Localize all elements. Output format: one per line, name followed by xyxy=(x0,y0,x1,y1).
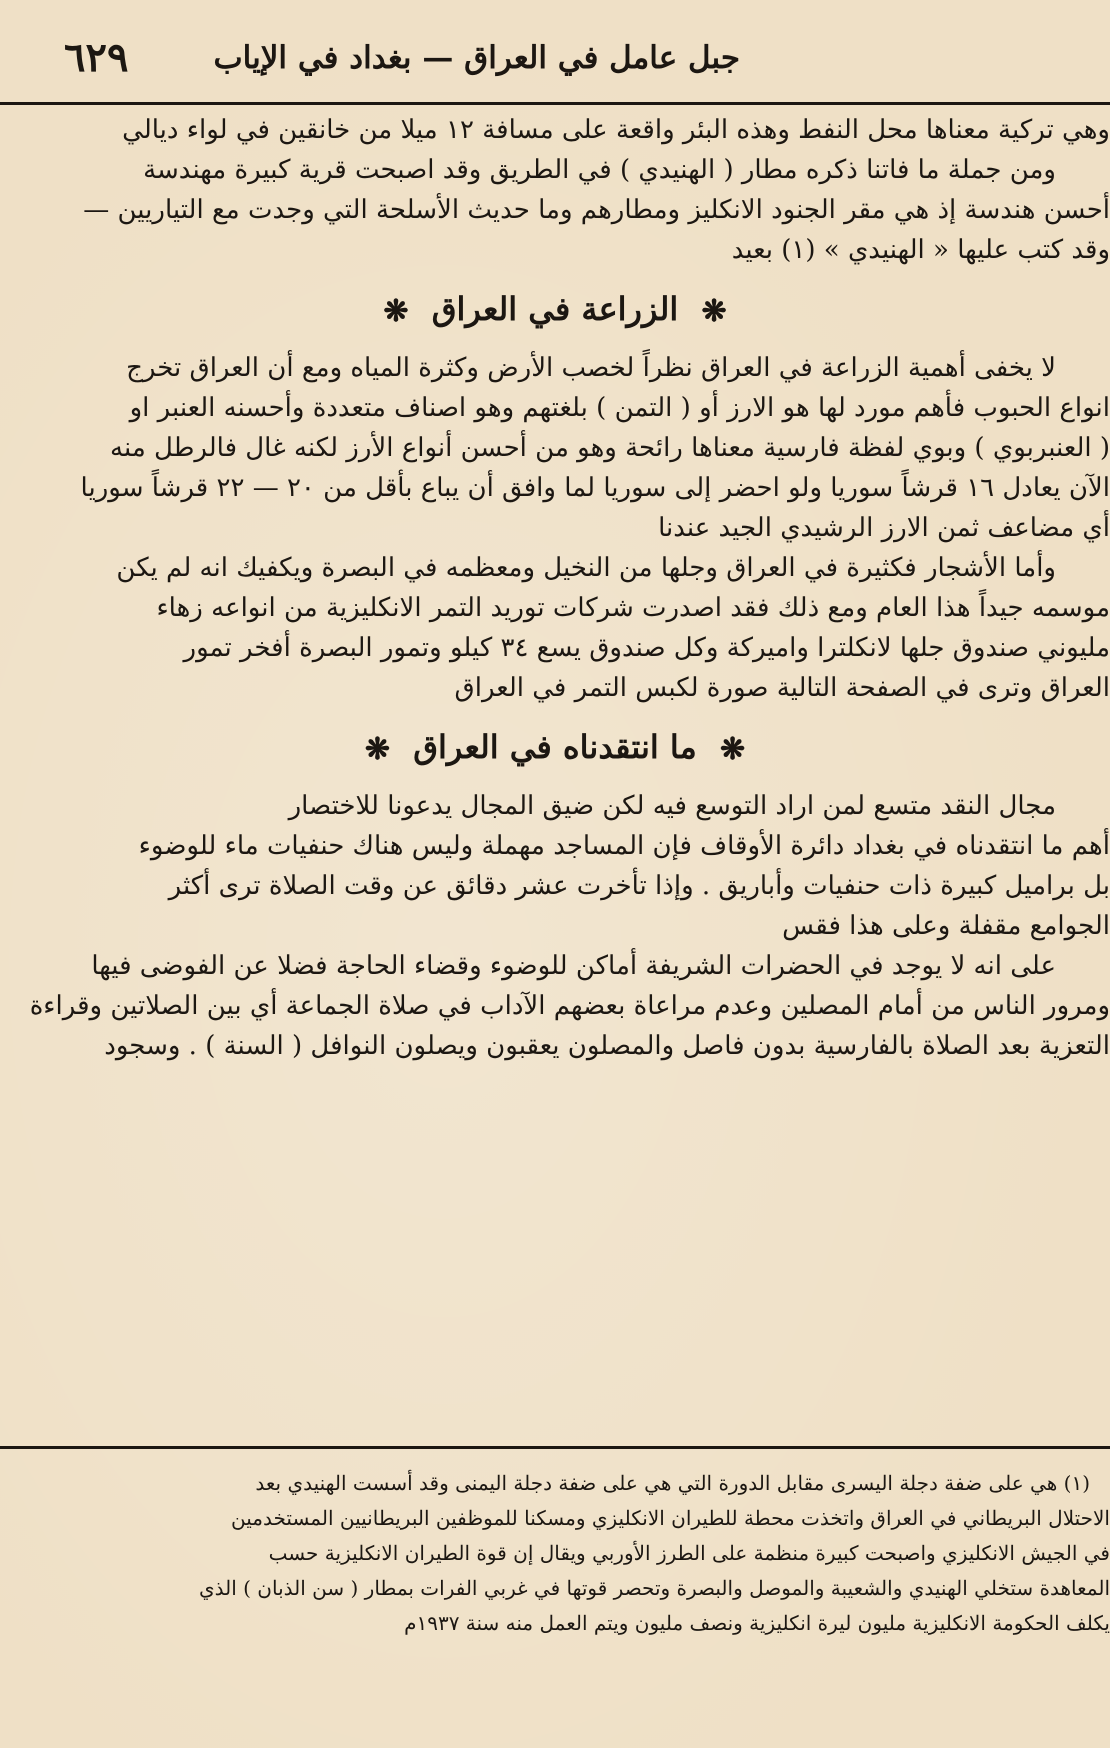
body-text xyxy=(0,110,1110,1066)
ornament-icon: ❋ xyxy=(719,731,746,767)
criticism-paragraph-2 xyxy=(0,826,1110,946)
text-line: ( العنبربوي ) وبوي لفظة فارسية معناها رائحة وهو من أحسن أنواع الأرز لكنه غال فالرطل منه xyxy=(110,433,1110,463)
text-line: على انه لا يوجد في الحضرات الشريفة أماكن للوضوء وقضاء الحاجة فضلا عن الفوضى فيها xyxy=(91,951,1056,981)
page-header xyxy=(34,0,1080,100)
text-line: التعزية بعد الصلاة بالفارسية بدون فاصل والمصلون يعقبون ويصلون النوافل ( السنة ) . وسجود xyxy=(104,1031,1110,1061)
text-line: مليوني صندوق جلها لانكلترا واميركة وكل صندوق يسع ٣٤ كيلو وتمور البصرة أفخر تمور xyxy=(183,633,1110,663)
text-line: ومن جملة ما فاتنا ذكره مطار ( الهنيدي ) في الطريق وقد اصبحت قرية كبيرة مهندسة xyxy=(143,155,1056,185)
footnote xyxy=(0,1466,1110,1641)
text-line: أحسن هندسة إذ هي مقر الجنود الانكليز ومطارهم وما حديث الأسلحة التي وجدت مع التياريين — xyxy=(83,195,1110,225)
criticism-paragraph-1 xyxy=(0,786,1110,826)
ornament-icon: ❋ xyxy=(701,293,727,329)
text-line: الجوامع مقفلة وعلى هذا فقس xyxy=(782,911,1110,941)
text-line: الآن يعادل ١٦ قرشاً سوريا ولو احضر إلى سوريا لما وافق أن يباع بأقل من ٢٠ — ٢٢ قرشاً سوريا xyxy=(80,473,1110,503)
agriculture-paragraph-2 xyxy=(0,548,1110,708)
footnote-line: في الجيش الانكليزي واصبحت كبيرة منظمة على الطرز الأوربي ويقال إن قوة الطيران الانكليزية حسب xyxy=(268,1541,1110,1565)
footnote-rule xyxy=(0,1446,1110,1449)
section-heading-text: ما انتقدناه في العراق xyxy=(413,728,697,766)
section-heading-text: الزراعة في العراق xyxy=(431,290,679,328)
text-line: ومرور الناس من أمام المصلين وعدم مراعاة بعضهم الآداب في صلاة الجماعة أي بين الصلاتين وقراءة xyxy=(29,991,1110,1021)
text-line: انواع الحبوب فأهم مورد لها هو الارز أو ( التمن ) بلغتهم وهو اصناف متعددة وأحسنه العنبر او xyxy=(129,393,1110,423)
text-line: بل براميل كبيرة ذات حنفيات وأباريق . وإذا تأخرت عشر دقائق عن وقت الصلاة ترى أكثر xyxy=(168,871,1110,901)
ornament-icon: ❋ xyxy=(383,293,409,329)
text-line: مجال النقد متسع لمن اراد التوسع فيه لكن ضيق المجال يدعونا للاختصار xyxy=(288,791,1056,821)
text-line: وقد كتب عليها « الهنيدي » (١) بعيد xyxy=(731,235,1110,265)
header-rule xyxy=(0,102,1110,105)
text-line: وأما الأشجار فكثيرة في العراق وجلها من النخيل ومعظمه في البصرة ويكفيك انه لم يكن xyxy=(116,553,1056,583)
text-line: موسمه جيداً هذا العام ومع ذلك فقد اصدرت شركات توريد التمر الانكليزية من انواعه زهاء xyxy=(156,593,1110,623)
text-line: لا يخفى أهمية الزراعة في العراق نظراً لخصب الأرض وكثرة المياه ومع أن العراق تخرج xyxy=(126,353,1056,383)
text-line: العراق وترى في الصفحة التالية صورة لكبس التمر في العراق xyxy=(454,673,1110,703)
text-line: وهي تركية معناها محل النفط وهذه البئر واقعة على مسافة ١٢ ميلا من خانقين في لواء ديالي xyxy=(122,115,1110,145)
section-heading-agriculture xyxy=(0,276,1110,342)
section-heading-criticism xyxy=(0,714,1110,780)
footnote-line: الاحتلال البريطاني في العراق واتخذت محطة للطيران الانكليزي ومسكنا للموظفين البريطانيين المستخدمين xyxy=(231,1506,1110,1530)
ornament-icon: ❋ xyxy=(364,731,391,767)
footnote-line: (١) هي على ضفة دجلة اليسرى مقابل الدورة التي هي على ضفة دجلة اليمنى وقد أسست الهنيدي بعد xyxy=(255,1471,1090,1495)
footnote-line: يكلف الحكومة الانكليزية مليون ليرة انكليزية ونصف مليون ويتم العمل منه سنة ١٩٣٧م xyxy=(404,1611,1110,1635)
footnote-line: المعاهدة ستخلي الهنيدي والشعيبة والموصل والبصرة وتحصر قوتها في غربي الفرات بمطار ( سن الذبان ) الذي xyxy=(198,1576,1110,1600)
agriculture-paragraph-1 xyxy=(0,348,1110,548)
running-title: جبل عامل في العراق — بغداد في الإياب xyxy=(213,40,740,76)
text-line: أهم ما انتقدناه في بغداد دائرة الأوقاف فإن المساجد مهملة وليس هناك حنفيات ماء للوضوء xyxy=(138,831,1110,861)
criticism-paragraph-3 xyxy=(0,946,1110,1066)
intro-paragraph xyxy=(0,110,1110,270)
page-number: ٦٢٩ xyxy=(64,34,129,81)
text-line: أي مضاعف ثمن الارز الرشيدي الجيد عندنا xyxy=(658,513,1110,543)
